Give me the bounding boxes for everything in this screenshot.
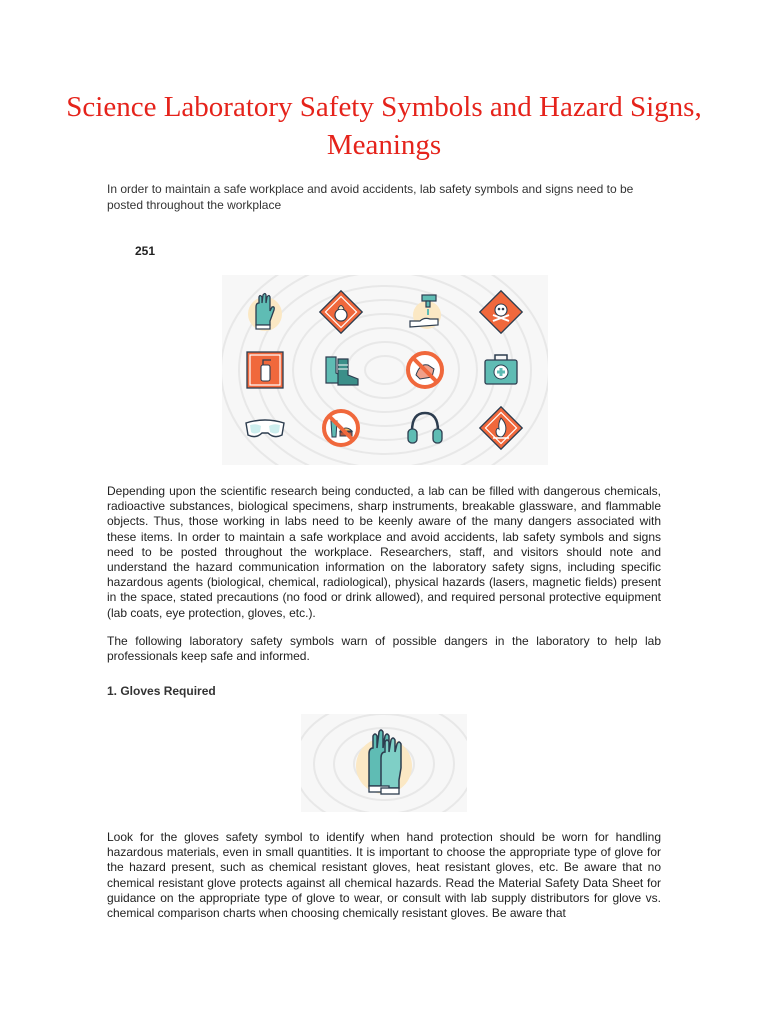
safety-goggles-icon bbox=[242, 405, 288, 451]
page-title: Science Laboratory Safety Symbols and Hazard Signs, Meanings bbox=[66, 91, 702, 161]
section-heading: 1. Gloves Required bbox=[107, 684, 216, 698]
ear-protection-icon bbox=[402, 405, 448, 451]
safety-icons-illustration bbox=[222, 275, 548, 465]
fire-extinguisher-icon bbox=[242, 347, 288, 393]
toxic-skull-icon bbox=[478, 289, 524, 335]
no-touch-icon bbox=[402, 347, 448, 393]
gloves-icon bbox=[356, 730, 412, 794]
safety-boots-icon bbox=[318, 347, 364, 393]
gloves-illustration bbox=[301, 714, 467, 812]
wash-hands-icon bbox=[402, 289, 448, 335]
body-paragraph: The following laboratory safety symbols warn of possible dangers in the laboratory to help lab professionals keep safe and informed. bbox=[107, 634, 661, 664]
oxidizer-hazard-icon bbox=[318, 289, 364, 335]
gloves-icon bbox=[242, 289, 288, 335]
body-paragraph: Depending upon the scientific research being conducted, a lab can be filled with dangerous chemicals, radioactive substances, biological specimens, sharp instruments, breakable glassware, and flammable objects. Thus, those working in labs need to be keenly aware of the many dangers associated with these items. In order to maintain a safe workplace and avoid accidents, lab safety symbols and signs need to be posted throughout the workplace. Researchers, staff, and visitors should note and understand the hazard communication information on the laboratory safety signs, including specific hazardous agents (biological, chemical, radiological), physical hazards (lasers, magnetic fields) present in the space, stated precautions (no food or drink allowed), and required personal protective equipment (lab coats, eye protection, gloves, etc.). bbox=[107, 484, 661, 620]
body-paragraph: Look for the gloves safety symbol to identify when hand protection should be worn for handling hazardous materials, even in small quantities. It is important to choose the appropriate type of glove for the hazard present, such as chemical resistant gloves, heat resistant gloves, etc. Be aware that no chemical resistant glove protects against all chemical hazards. Read the Material Safety Data Sheet for guidance on the appropriate type of glove to wear, or consult with lab supply distributors for glove vs. chemical comparison charts when choosing chemically resistant gloves. Be aware that bbox=[107, 830, 661, 921]
intro-text: In order to maintain a safe workplace and avoid accidents, lab safety symbols and signs need to be posted throughout the workplace bbox=[107, 182, 634, 212]
fingerprint-background bbox=[301, 714, 467, 812]
view-count: 251 bbox=[135, 244, 156, 258]
first-aid-kit-icon bbox=[478, 347, 524, 393]
no-food-drink-icon bbox=[318, 405, 364, 451]
flammable-hazard-icon bbox=[478, 405, 524, 451]
